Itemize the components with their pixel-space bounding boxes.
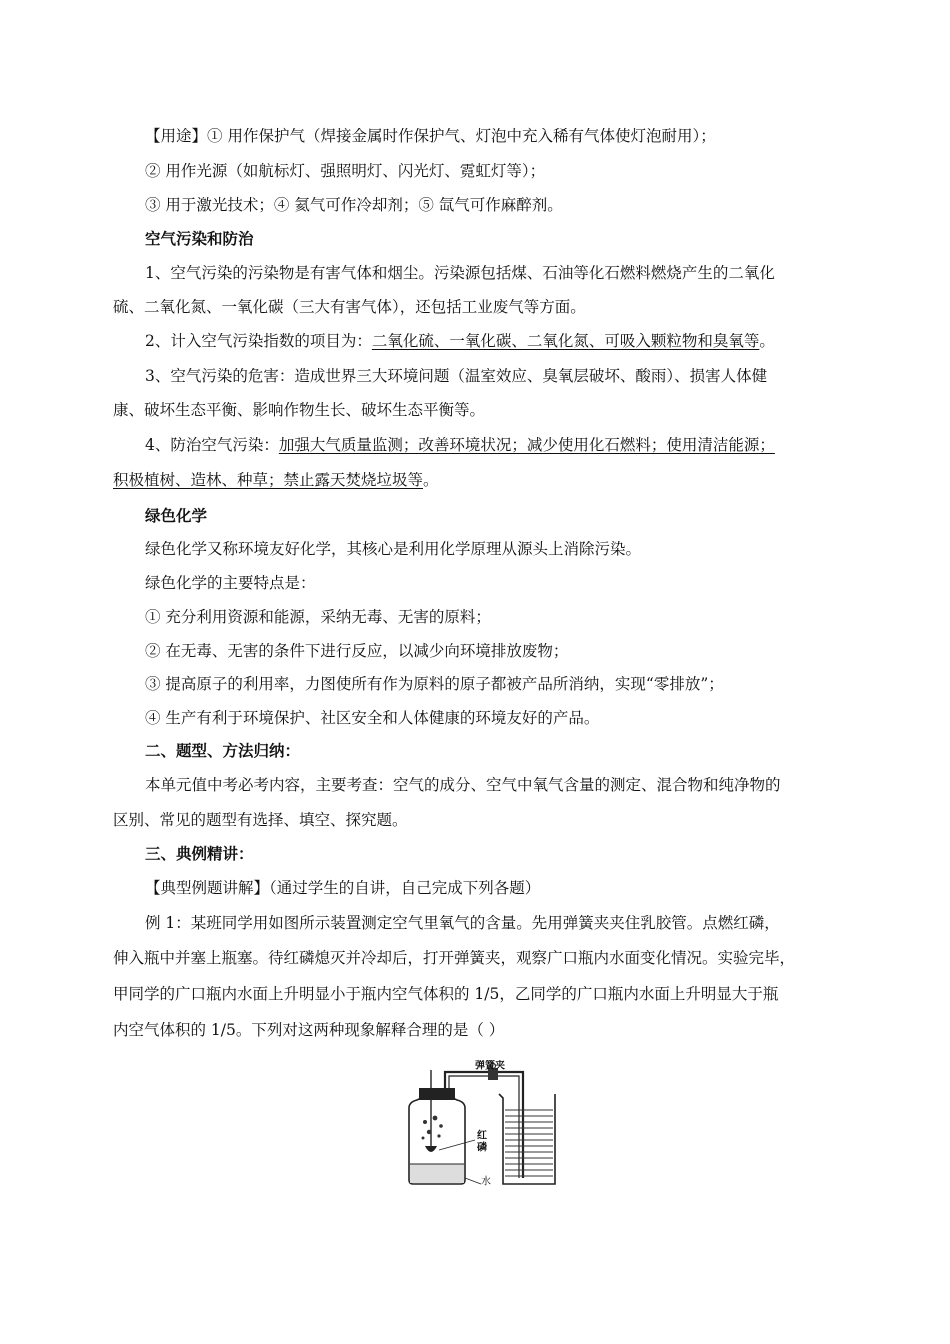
uses-line-1 [145, 126, 716, 146]
green-features-title: 绿色化学的主要特点是： [145, 574, 316, 592]
pollution-heading: 空气污染和防治 [145, 230, 254, 248]
section2-heading: 二、题型、方法归纳： [145, 742, 301, 760]
section3-heading: 三、典例精讲： [145, 845, 254, 863]
pollution-p2-suffix: 。 [759, 332, 775, 350]
pollution-p2-prefix: 2、计入空气污染指数的项目为： [145, 332, 372, 350]
pollution-p4-b [113, 470, 439, 490]
example1-line-a: 例 1：某班同学用如图所示装置测定空气里氧气的含量。先用弹簧夹夹住乳胶管。点燃红磷， [145, 914, 780, 932]
uses-line-3: ③ 用于激光技术；④ 氦气可作冷却剂；⑤ 氙气可作麻醉剂。 [145, 196, 563, 214]
section3-sub-text: （通过学生的自讲，自己完成下列各题） [269, 879, 541, 897]
green-item-1: ① 充分利用资源和能源，采纳无毒、无害的原料； [145, 608, 491, 626]
section2-p-a: 本单元值中考必考内容，主要考查：空气的成分、空气中氧气含量的测定、混合物和纯净物的 [145, 776, 781, 794]
pollution-p3-a: 3、空气污染的危害：造成世界三大环境问题（温室效应、臭氧层破坏、酸雨）、损害人体健 [145, 367, 768, 385]
apparatus-figure [395, 1060, 565, 1190]
example1-line-c: 甲同学的广口瓶内水面上升明显小于瓶内空气体积的 1/5，乙同学的广口瓶内水面上升明显大于瓶 [113, 985, 779, 1003]
section3-subheading [145, 878, 540, 898]
combustion-spoon [425, 1146, 437, 1152]
pollution-p1-a: 1、空气污染的污染物是有害气体和烟尘。污染源包括煤、石油等化石燃料燃烧产生的二氧化 [145, 264, 775, 282]
beaker [499, 1094, 555, 1184]
green-intro: 绿色化学又称环境友好化学，其核心是利用化学原理从源头上消除污染。 [145, 540, 642, 558]
connecting-tube [445, 1072, 523, 1178]
section2-p-b: 区别、常见的题型有选择、填空、探究题。 [113, 811, 408, 829]
smoke [422, 1116, 443, 1140]
water-label: 水 [481, 1176, 491, 1188]
pollution-p4-underlined-a: 加强大气质量监测；改善环境状况；减少使用化石燃料；使用清洁能源； [278, 436, 775, 454]
clamp-label: 弹簧夹 [475, 1060, 505, 1072]
uses-prefix: 【用途】 [145, 127, 208, 145]
green-item-3: ③ 提高原子的利用率，力图使所有作为原料的原子都被产品所消纳，实现“零排放”； [145, 675, 724, 693]
example1-line-b: 伸入瓶中并塞上瓶塞。待红磷熄灭并冷却后，打开弹簧夹，观察广口瓶内水面变化情况。实验完毕， [113, 949, 796, 967]
pollution-p2-underlined: 二氧化硫、一氧化碳、二氧化氮、可吸入颗粒物和臭氧等 [371, 332, 760, 350]
pollution-p1-b: 硫、二氧化氮、一氧化碳（三大有害气体），还包括工业废气等方面。 [113, 298, 586, 316]
green-item-2: ② 在无毒、无害的条件下进行反应，以减少向环境排放废物； [145, 642, 569, 660]
uses-line-2: ② 用作光源（如航标灯、强照明灯、闪光灯、霓虹灯等）； [145, 162, 546, 180]
phosphorus-label-1: 红 [477, 1130, 487, 1142]
pollution-p3-b: 康、破坏生态平衡、影响作物生长、破坏生态平衡等。 [113, 401, 486, 419]
pollution-p4-a [145, 435, 775, 455]
phosphorus-label-2: 磷 [477, 1142, 487, 1154]
green-item-4: ④ 生产有利于环境保护、社区安全和人体健康的环境友好的产品。 [145, 709, 600, 727]
pollution-p2 [145, 331, 775, 351]
uses-text: ① 用作保护气（焊接金属时作保护气、灯泡中充入稀有气体使灯泡耐用）； [207, 127, 716, 145]
green-heading: 绿色化学 [145, 507, 208, 525]
example1-line-d: 内空气体积的 1/5。下列对这两种现象解释合理的是（ ） [113, 1021, 505, 1039]
bottle-water [410, 1164, 464, 1183]
pollution-p4-suffix: 。 [423, 471, 439, 489]
section3-sub-prefix: 【典型例题讲解】 [145, 879, 270, 897]
pollution-p4-underlined-b: 积极植树、造林、种草；禁止露天焚烧垃圾等 [113, 471, 424, 489]
pollution-p4-prefix: 4、防治空气污染： [145, 436, 279, 454]
bottle-stopper [419, 1088, 455, 1100]
